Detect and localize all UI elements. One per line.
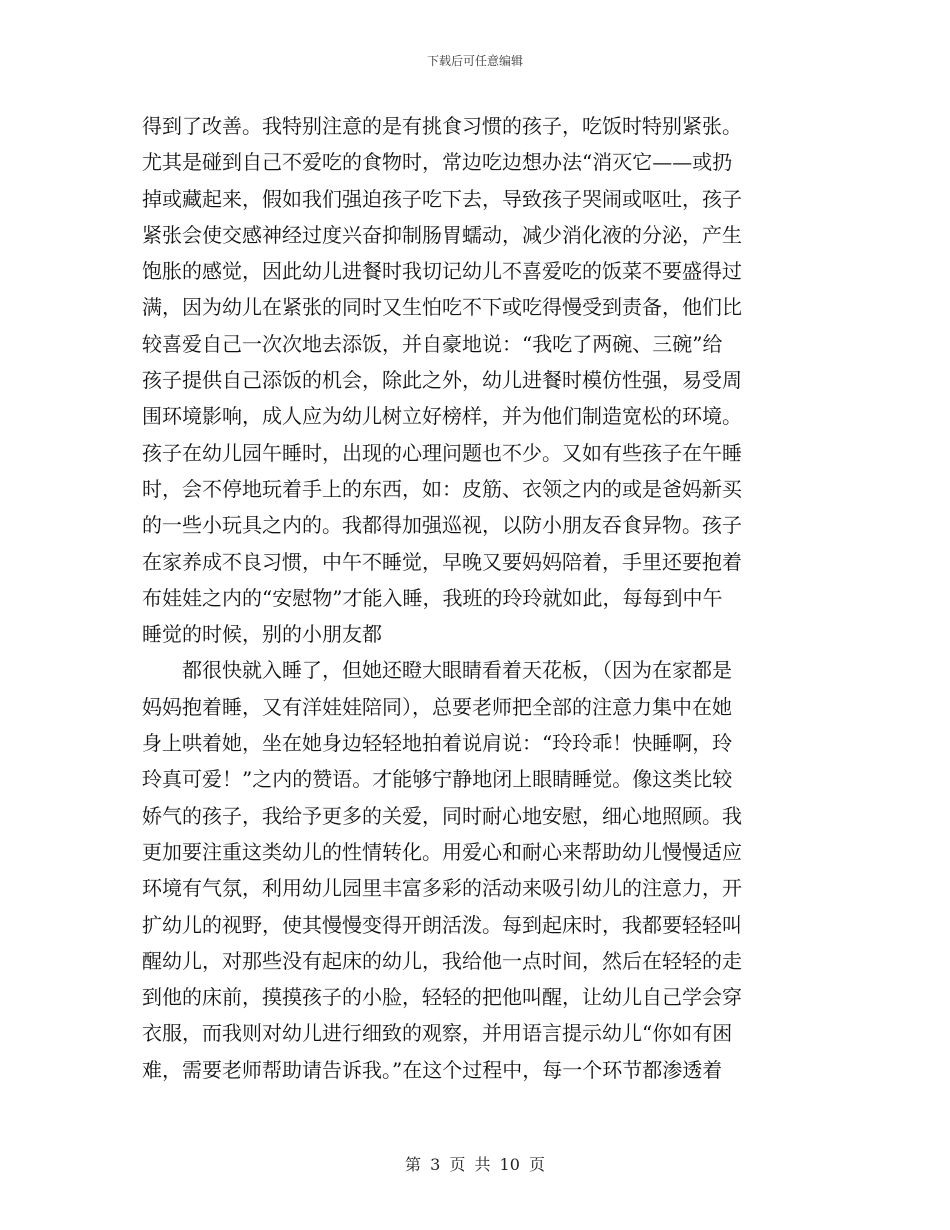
text-line: 掉或藏起来，假如我们强迫孩子吃下去，导致孩子哭闹或呕吐，孩子: [142, 186, 742, 211]
text-line: 都很快就入睡了，但她还瞪大眼睛看着天花板，（因为在家都是: [182, 658, 732, 683]
paragraph: [142, 652, 812, 1088]
page-header: 下载后可任意编辑: [426, 54, 523, 68]
text-line: 得到了改善。我特别注意的是有挑食习惯的孩子，吃饭时特别紧张。: [142, 114, 742, 138]
text-line: 更加要注重这类幼儿的性情转化。用爱心和耐心来帮助幼儿慢慢适应: [142, 839, 742, 864]
text-line: 的一些小玩具之内的。我都得加强巡视，以防小朋友吞食异物。孩子: [142, 513, 742, 538]
paragraph: [142, 108, 812, 652]
text-line: 饱胀的感觉，因此幼儿进餐时我切记幼儿不喜爱吃的饭菜不要盛得过: [142, 259, 742, 284]
text-line: 时，会不停地玩着手上的东西，如：皮筋、衣领之内的或是爸妈新买: [142, 476, 742, 501]
text-line: 满，因为幼儿在紧张的同时又生怕吃不下或吃得慢受到责备，他们比: [142, 295, 742, 320]
text-line: 孩子在幼儿园午睡时，出现的心理问题也不少。又如有些孩子在午睡: [142, 440, 742, 465]
text-line: 到他的床前，摸摸孩子的小脸，轻轻的把他叫醒，让幼儿自己学会穿: [142, 985, 742, 1010]
text-line: 扩幼儿的视野，使其慢慢变得开朗活泼。每到起床时，我都要轻轻叫: [142, 912, 742, 937]
text-line: 紧张会使交感神经过度兴奋抑制肠胃蠕动，减少消化液的分泌，产生: [142, 222, 742, 247]
text-line: 醒幼儿，对那些没有起床的幼儿，我给他一点时间，然后在轻轻的走: [142, 948, 742, 973]
text-line: 衣服，而我则对幼儿进行细致的观察，并用语言提示幼儿“你如有困: [142, 1021, 733, 1046]
text-line: 身上哄着她，坐在她身边轻轻地拍着说肩说：“玲玲乖！快睡啊，玲: [142, 731, 733, 756]
text-line: 布娃娃之内的“安慰物”才能入睡，我班的玲玲就如此，每每到中午: [142, 585, 723, 610]
text-line: 睡觉的时候，别的小朋友都: [142, 622, 382, 647]
text-line: 玲真可爱！”之内的赞语。才能够宁静地闭上眼睛睡觉。像这类比较: [142, 767, 733, 792]
page-number-footer: 第 3 页 共 10 页: [405, 1155, 545, 1174]
text-line: 孩子提供自己添饭的机会，除此之外，幼儿进餐时模仿性强，易受周: [142, 368, 742, 393]
body-text: [142, 108, 812, 1088]
text-line: 难，需要老师帮助请告诉我。”在这个过程中，每一个环节都渗透着: [142, 1057, 723, 1082]
text-line: 较喜爱自己一次次地去添饭，并自豪地说：“我吃了两碗、三碗”给: [142, 331, 723, 356]
text-line: 妈妈抱着睡，又有洋娃娃陪同），总要老师把全部的注意力集中在她: [142, 694, 732, 719]
text-line: 娇气的孩子，我给予更多的关爱，同时耐心地安慰，细心地照顾。我: [142, 803, 742, 828]
text-line: 环境有气氛，利用幼儿园里丰富多彩的活动来吸引幼儿的注意力，开: [142, 876, 742, 901]
text-line: 在家养成不良习惯，中午不睡觉，早晚又要妈妈陪着，手里还要抱着: [142, 549, 742, 574]
text-line: 围环境影响，成人应为幼儿树立好榜样，并为他们制造宽松的环境。: [142, 404, 742, 429]
text-line: 尤其是碰到自己不爱吃的食物时，常边吃边想办法“消灭它——或扔: [142, 150, 733, 175]
